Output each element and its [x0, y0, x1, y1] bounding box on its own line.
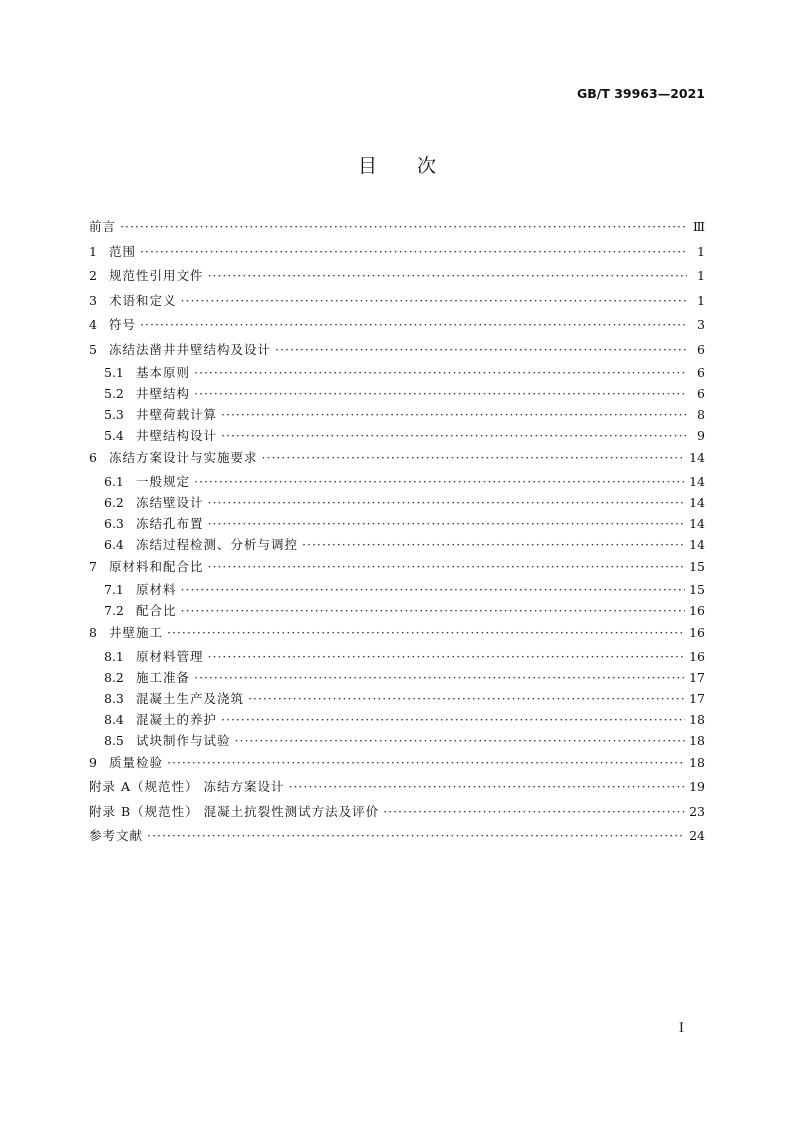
toc-entry-number: 5.2	[104, 386, 124, 401]
toc-entry-label: 范围	[109, 243, 137, 259]
toc-entry-label: 混凝土生产及浇筑	[136, 690, 245, 706]
toc-entry[interactable]	[89, 471, 705, 492]
toc-entry-label: 井壁荷载计算	[136, 407, 218, 422]
toc-entry-label: 冻结法凿井井壁结构及设计	[109, 341, 272, 357]
toc-entry-number: 6.4	[104, 536, 124, 552]
toc-entry[interactable]	[89, 338, 705, 363]
toc-entry[interactable]	[89, 621, 705, 646]
toc-entry-number: 7.1	[104, 582, 124, 597]
toc-entry-number: 1	[89, 243, 97, 259]
toc-entry-number: 8.4	[104, 711, 124, 727]
toc-entry[interactable]	[89, 240, 705, 265]
toc-entry[interactable]	[89, 215, 705, 240]
toc-entry-page: 15	[689, 558, 705, 574]
toc-entry[interactable]	[89, 667, 705, 688]
toc-entry[interactable]	[89, 824, 705, 849]
toc-entry-label: 质量检验	[109, 754, 164, 770]
toc-entry[interactable]	[89, 362, 705, 383]
toc-leader-dots	[383, 800, 685, 825]
toc-entry-label: 前言	[89, 219, 117, 234]
toc-entry-label: 井壁结构	[136, 386, 191, 401]
toc-leader-dots	[194, 362, 687, 383]
toc-entry[interactable]	[89, 289, 705, 314]
toc-leader-dots	[194, 471, 685, 492]
toc-leader-dots	[208, 264, 687, 289]
toc-entry-label: 配合比	[136, 603, 177, 618]
toc-leader-dots	[140, 313, 687, 338]
toc-entry-page: 16	[689, 625, 705, 640]
toc-entry-number: 5.4	[104, 428, 124, 443]
toc-leader-dots	[120, 215, 687, 240]
toc-entry-page: 1	[697, 292, 705, 308]
toc-entry-label: 混凝土的养护	[136, 711, 218, 727]
toc-entry-page: 6	[697, 365, 705, 380]
toc-entry-page: 14	[689, 473, 705, 489]
toc-leader-dots	[221, 425, 687, 446]
toc-entry-label: 参考文献	[89, 828, 144, 843]
toc-leader-dots	[167, 621, 685, 646]
toc-entry-page: 6	[697, 386, 705, 401]
toc-entry-label: 一般规定	[136, 473, 191, 489]
toc-entry[interactable]	[89, 775, 705, 800]
toc-entry-label: 符号	[109, 317, 137, 332]
toc-entry-label: 附录 B（规范性） 混凝土抗裂性测试方法及评价	[89, 803, 380, 819]
toc-entry-label: 原材料管理	[136, 648, 204, 664]
toc-entry-page: 14	[689, 515, 705, 531]
toc-entry[interactable]	[89, 446, 705, 471]
toc-leader-dots	[262, 446, 686, 471]
toc-entry-number: 6	[89, 450, 97, 465]
toc-entry-number: 6.3	[104, 515, 124, 531]
toc-leader-dots	[221, 709, 685, 730]
toc-leader-dots	[302, 534, 685, 555]
page-number: I	[678, 1021, 684, 1036]
toc-leader-dots	[194, 667, 685, 688]
toc-entry[interactable]	[89, 646, 705, 667]
toc-entry-number: 8.1	[104, 648, 124, 664]
toc-leader-dots	[288, 775, 685, 800]
toc-entry-label: 冻结壁设计	[136, 494, 204, 510]
toc-entry[interactable]	[89, 579, 705, 600]
toc-leader-dots	[194, 383, 687, 404]
table-of-contents	[89, 215, 705, 849]
toc-entry-number: 5.1	[104, 365, 124, 380]
toc-entry[interactable]	[89, 425, 705, 446]
toc-entry-page: 8	[697, 407, 705, 422]
toc-entry-label: 规范性引用文件	[109, 268, 204, 283]
toc-entry[interactable]	[89, 492, 705, 513]
toc-entry-number: 8.3	[104, 690, 124, 706]
toc-entry[interactable]	[89, 264, 705, 289]
toc-entry-number: 2	[89, 268, 97, 283]
toc-entry-page: 14	[689, 536, 705, 552]
toc-leader-dots	[167, 751, 685, 776]
toc-entry-page: 18	[689, 732, 705, 748]
toc-entry-number: 8	[89, 625, 97, 640]
toc-leader-dots	[147, 824, 685, 849]
toc-entry[interactable]	[89, 404, 705, 425]
page-title: 目次	[357, 155, 476, 177]
toc-entry-label: 试块制作与试验	[136, 732, 231, 748]
toc-entry-number: 5	[89, 341, 97, 357]
toc-entry-page: 18	[689, 711, 705, 727]
toc-entry-number: 6.1	[104, 473, 124, 489]
toc-entry-page: 1	[697, 268, 705, 283]
toc-entry[interactable]	[89, 600, 705, 621]
toc-entry-number: 9	[89, 754, 97, 770]
toc-entry-label: 附录 A（规范性） 冻结方案设计	[89, 779, 285, 794]
toc-entry-label: 施工准备	[136, 669, 191, 685]
toc-entry-page: 14	[689, 450, 705, 465]
toc-leader-dots	[181, 579, 686, 600]
toc-entry-page: 23	[689, 803, 705, 819]
toc-entry-page: 3	[697, 317, 705, 332]
toc-entry-number: 4	[89, 317, 97, 332]
toc-entry-label: 冻结过程检测、分析与调控	[136, 536, 299, 552]
toc-entry-page: 16	[689, 603, 705, 618]
toc-entry[interactable]	[89, 751, 705, 776]
toc-entry-page: 16	[689, 648, 705, 664]
toc-entry-label: 冻结方案设计与实施要求	[109, 450, 258, 465]
toc-entry-number: 6.2	[104, 494, 124, 510]
toc-leader-dots	[208, 513, 686, 534]
toc-entry-page: 14	[689, 494, 705, 510]
toc-entry-page: 17	[689, 669, 705, 685]
toc-entry-page: 24	[689, 828, 705, 843]
toc-entry-page: 15	[689, 582, 705, 597]
toc-leader-dots	[181, 289, 687, 314]
toc-entry-page: 18	[689, 754, 705, 770]
toc-entry[interactable]	[89, 534, 705, 555]
toc-entry-number: 5.3	[104, 407, 124, 422]
toc-entry-label: 原材料	[136, 582, 177, 597]
toc-leader-dots	[248, 688, 685, 709]
toc-entry-number: 8.2	[104, 669, 124, 685]
toc-entry-label: 井壁施工	[109, 625, 164, 640]
toc-entry-label: 冻结孔布置	[136, 515, 204, 531]
toc-entry[interactable]	[89, 730, 705, 751]
toc-leader-dots	[181, 600, 686, 621]
toc-entry[interactable]	[89, 800, 705, 825]
toc-entry[interactable]	[89, 313, 705, 338]
toc-leader-dots	[275, 338, 687, 363]
toc-entry[interactable]	[89, 555, 705, 580]
toc-leader-dots	[221, 404, 687, 425]
toc-entry-label: 术语和定义	[109, 292, 177, 308]
toc-leader-dots	[208, 646, 686, 667]
toc-entry-page: 6	[697, 341, 705, 357]
toc-leader-dots	[208, 555, 686, 580]
standard-code: GB/T 39963—2021	[576, 86, 705, 101]
toc-entry-number: 3	[89, 292, 97, 308]
toc-entry-number: 8.5	[104, 732, 124, 748]
toc-entry-number: 7.2	[104, 603, 124, 618]
toc-entry-page: Ⅲ	[692, 219, 705, 234]
toc-entry[interactable]	[89, 513, 705, 534]
toc-leader-dots	[140, 240, 687, 265]
toc-entry-number: 7	[89, 558, 97, 574]
toc-leader-dots	[235, 730, 686, 751]
toc-entry[interactable]	[89, 688, 705, 709]
toc-entry-page: 19	[689, 779, 705, 794]
toc-entry[interactable]	[89, 709, 705, 730]
toc-entry-label: 基本原则	[136, 365, 191, 380]
toc-entry-page: 1	[697, 243, 705, 259]
toc-entry-page: 9	[697, 428, 705, 443]
toc-entry-page: 17	[689, 690, 705, 706]
toc-entry-label: 井壁结构设计	[136, 428, 218, 443]
toc-entry[interactable]	[89, 383, 705, 404]
toc-entry-label: 原材料和配合比	[109, 558, 204, 574]
toc-leader-dots	[208, 492, 686, 513]
